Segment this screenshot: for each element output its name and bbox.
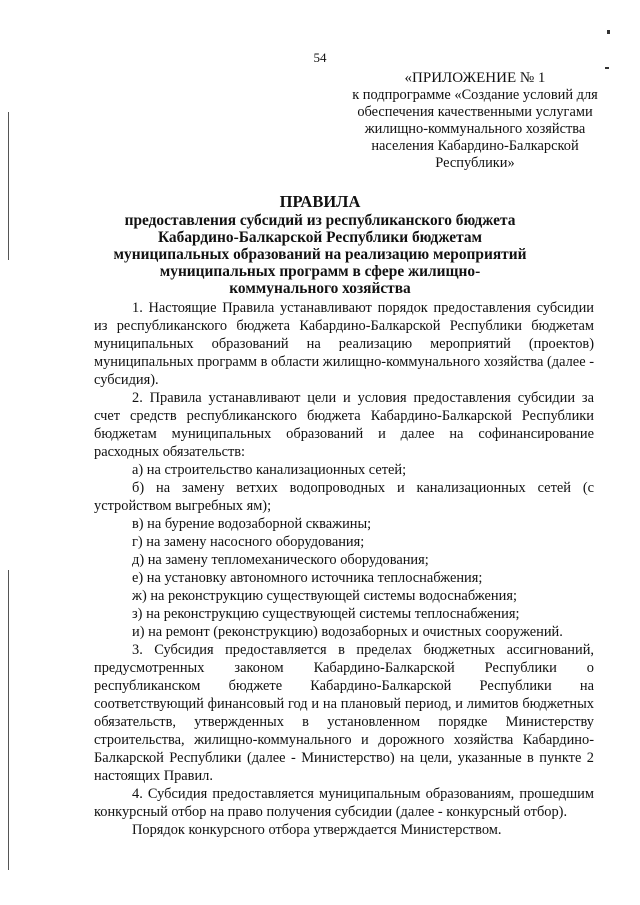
paragraph-4: 4. Субсидия предоставляется муниципальным образованиям, прошедшим конкурсный отбор на право получения субсидии (далее - конкурсный отбор). bbox=[94, 786, 594, 820]
page-number: 54 bbox=[313, 50, 327, 65]
paragraph-2: 2. Правила устанавливают цели и условия предоставления субсидии за счет средств республиканского бюджета Кабардино-Балкарской Республики бюджетам муниципальных образований и далее на софинансирование расходных обязательств: bbox=[94, 390, 594, 460]
list-item-e: е) на установку автономного источника теплоснабжения; bbox=[132, 570, 483, 586]
list-item-zh: ж) на реконструкцию существующей системы водоснабжения; bbox=[132, 588, 517, 604]
list-item-z: з) на реконструкцию существующей системы теплоснабжения; bbox=[132, 606, 520, 622]
scan-speck-2 bbox=[605, 67, 609, 69]
paragraph-1: 1. Настоящие Правила устанавливают порядок предоставления субсидии из республиканского бюджета Кабардино-Балкарской Республики бюджетам муниципальных образований на реализацию мероприятий (проектов) муниципальных программ в области жилищно-коммунального хозяйства (далее - субсидия). bbox=[94, 300, 594, 388]
annex-title: «ПРИЛОЖЕНИЕ № 1 bbox=[404, 70, 546, 86]
list-item-d: д) на замену тепломеханического оборудования; bbox=[132, 552, 429, 568]
scan-margin-line-bottom bbox=[8, 570, 9, 870]
list-item-i: и) на ремонт (реконструкцию) водозаборных и очистных сооружений. bbox=[132, 624, 563, 640]
paragraph-3: 3. Субсидия предоставляется в пределах бюджетных ассигнований, предусмотренных законом Кабардино-Балкарской Республики о республиканском бюджете Кабардино-Балкарской Республики на соответствующий финансовый год и на плановый период, и лимитов бюджетных обязательств, утвержденных в установленном порядке Министерству строительства, жилищно-коммунального и дорожного хозяйства Кабардино-Балкарской Республики (далее - Министерство) на цели, указанные в пункте 2 настоящих Правил. bbox=[94, 642, 594, 784]
list-item-v: в) на бурение водозаборной скважины; bbox=[132, 516, 372, 532]
annex-block bbox=[344, 70, 606, 172]
annex-text: к подпрограмме «Создание условий для обеспечения качественными услугами жилищно-коммунального хозяйства населения Кабардино-Балкарской Республики» bbox=[352, 87, 598, 171]
list-item-g: г) на замену насосного оборудования; bbox=[132, 534, 365, 550]
document-title bbox=[108, 193, 532, 297]
list-item-a: а) на строительство канализационных сетей; bbox=[132, 462, 407, 478]
list-item-b: б) на замену ветхих водопроводных и канализационных сетей (с устройством выгребных ям); bbox=[94, 480, 594, 514]
title-head: ПРАВИЛА bbox=[279, 192, 361, 211]
scan-speck-1 bbox=[607, 30, 610, 34]
scan-margin-line-top bbox=[8, 112, 9, 260]
document-body bbox=[94, 299, 594, 839]
title-text: предоставления субсидий из республиканского бюджета Кабардино-Балкарской Республики бюджетам муниципальных образований на реализацию мероприятий муниципальных программ в сфере жилищно-коммунального хозяйства bbox=[113, 212, 527, 297]
paragraph-5: Порядок конкурсного отбора утверждается Министерством. bbox=[132, 822, 502, 838]
